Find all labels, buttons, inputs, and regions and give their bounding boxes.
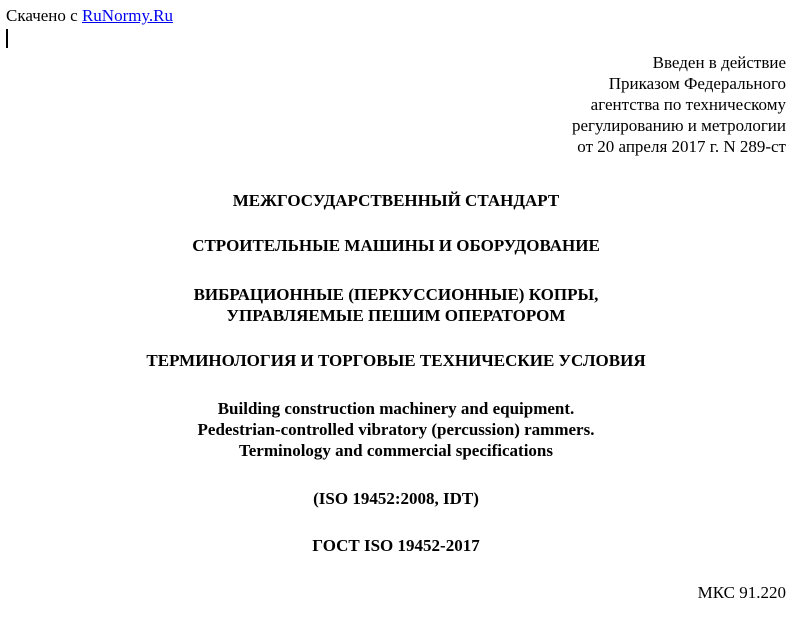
english-title-line: Pedestrian-controlled vibratory (percussion) rammers. <box>197 420 595 439</box>
english-title-line: Terminology and commercial specifications <box>238 441 553 460</box>
enactment-line: Приказом Федерального <box>608 74 786 93</box>
enactment-line: агентства по техническому <box>590 95 786 114</box>
classification-code: МКС 91.220 <box>697 583 786 602</box>
english-title-line: Building construction machinery and equipment. <box>217 399 575 418</box>
category-heading: СТРОИТЕЛЬНЫЕ МАШИНЫ И ОБОРУДОВАНИЕ <box>192 236 600 255</box>
text-cursor <box>6 29 8 48</box>
enactment-line: Введен в действие <box>652 53 786 72</box>
iso-reference: (ISO 19452:2008, IDT) <box>313 489 479 508</box>
subject-line: ВИБРАЦИОННЫЕ (ПЕРКУССИОННЫЕ) КОПРЫ, <box>193 285 599 304</box>
enactment-line: от 20 апреля 2017 г. N 289-ст <box>577 137 786 156</box>
enactment-block <box>366 52 786 157</box>
source-link[interactable]: RuNormy.Ru <box>81 6 173 25</box>
source-prefix: Скачено с <box>6 6 82 25</box>
enactment-line: регулированию и метрологии <box>571 116 786 135</box>
english-title <box>0 398 792 461</box>
source-line <box>6 6 173 26</box>
subject-line: УПРАВЛЯЕМЫЕ ПЕШИМ ОПЕРАТОРОМ <box>226 306 566 325</box>
scope-heading: ТЕРМИНОЛОГИЯ И ТОРГОВЫЕ ТЕХНИЧЕСКИЕ УСЛОВИЯ <box>146 351 646 370</box>
subject-heading <box>0 284 792 326</box>
standard-type-heading: МЕЖГОСУДАРСТВЕННЫЙ СТАНДАРТ <box>232 191 560 210</box>
standard-designation: ГОСТ ISO 19452-2017 <box>312 536 480 555</box>
